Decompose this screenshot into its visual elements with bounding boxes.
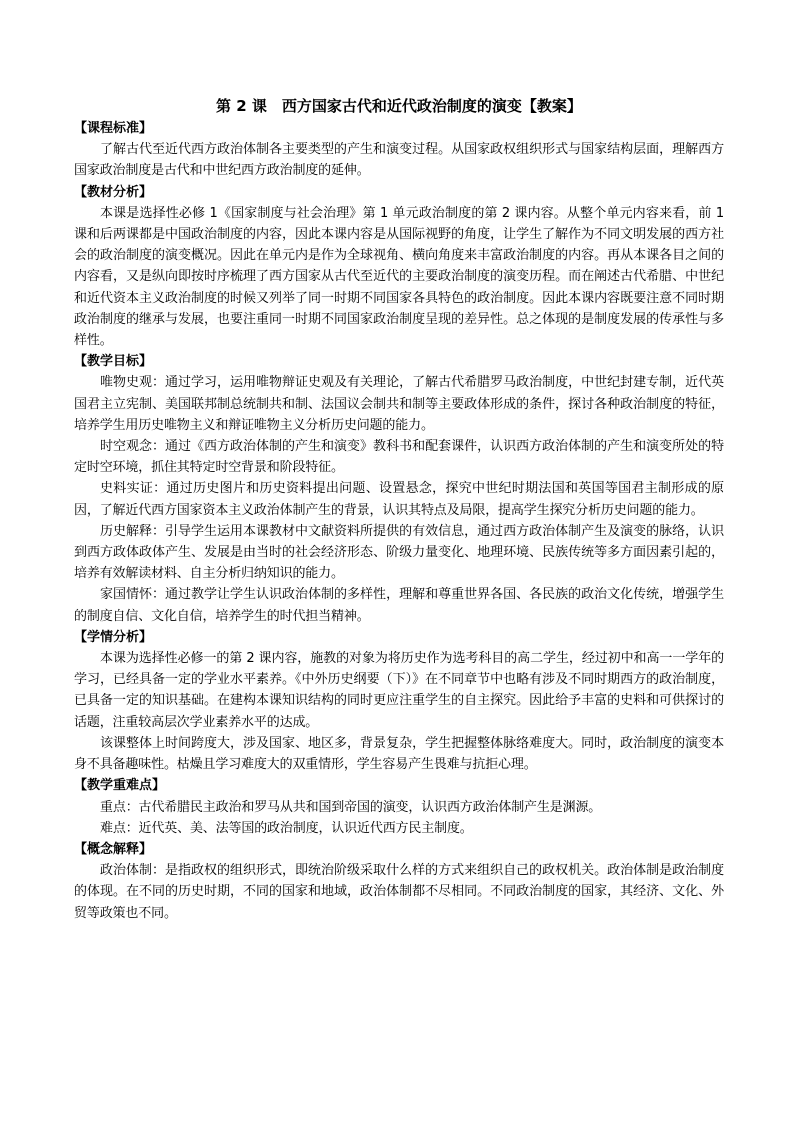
document-title: 第 2 课 西方国家古代和近代政治制度的演变【教案】 (216, 97, 582, 115)
paragraph: 史料实证：通过历史图片和历史资料提出问题、设置悬念，探究中世纪时期法国和英国等国君主制形成的原因，了解近代西方国家资本主义政治体制产生的背景，认识其特点及局限，提高学生探究分析历史问题的能力。 (74, 481, 724, 518)
paragraph: 难点：近代英、美、法等国的政治制度，认识近代西方民主制度。 (100, 820, 473, 836)
section-heading: 【教学目标】 (74, 354, 153, 370)
section-key-difficult-points (74, 775, 724, 839)
section-heading: 【学情分析】 (74, 629, 153, 645)
paragraph: 本课为选择性必修一的第 2 课内容，施教的对象为将历史作为选考科目的高二学生，经过初中和高一一学年的学习，已经具备一定的学业水平素养。《中外历史纲要（下）》在不同章节中也略有涉及不同时期西方的政治制度，已具备一定的知识基础。在建构本课知识结构的同时更应注重学生的自主探究。因此给予丰富的史料和可供探讨的话题，注重较高层次学业素养水平的达成。 (74, 651, 724, 730)
paragraph: 唯物史观：通过学习，运用唯物辩证史观及有关理论，了解古代希腊罗马政治制度，中世纪封建专制，近代英国君主立宪制、美国联邦制总统制共和制、法国议会制共和制等主要政体形成的条件，探讨各种政治制度的特征，培养学生用历史唯物主义和辩证唯物主义分析历史问题的能力。 (74, 375, 724, 433)
section-textbook-analysis (74, 182, 724, 352)
paragraph: 家国情怀：通过教学让学生认识政治体制的多样性，理解和尊重世界各国、各民族的政治文化传统，增强学生的制度自信、文化自信，培养学生的时代担当精神。 (74, 587, 724, 624)
section-heading: 【教材分析】 (74, 184, 153, 200)
section-learner-analysis (74, 627, 724, 775)
paragraph: 政治体制：是指政权的组织形式，即统治阶级采取什么样的方式来组织自己的政权机关。政治体制是政治制度的体现。在不同的历史时期，不同的国家和地域，政治体制都不尽相同。不同政治制度的国家，其经济、文化、外贸等政策也不同。 (74, 863, 724, 921)
section-heading: 【课程标准】 (74, 121, 153, 136)
section-concept-explanation (74, 839, 724, 924)
section-course-standard (74, 118, 724, 182)
paragraph: 该课整体上时间跨度大，涉及国家、地区多，背景复杂，学生把握整体脉络难度大。同时，政治制度的演变本身不具备趣味性。枯燥且学习难度大的双重情形，学生容易产生畏难与抗拒心理。 (74, 735, 724, 773)
paragraph: 历史解释：引导学生运用本课教材中文献资料所提供的有效信息，通过西方政治体制产生及演变的脉络，认识到西方政体政体产生、发展是由当时的社会经济形态、阶级力量变化、地理环境、民族传统等多方面因素引起的，培养有效解读材料、自主分析归纳知识的能力。 (74, 523, 724, 582)
document-page (74, 95, 724, 924)
section-teaching-objectives (74, 351, 724, 627)
section-heading: 【教学重难点】 (74, 778, 166, 794)
paragraph: 重点：古代希腊民主政治和罗马从共和国到帝国的演变，认识西方政治体制产生是渊源。 (100, 799, 602, 815)
paragraph: 本课是选择性必修 1《国家制度与社会治理》第 1 单元政治制度的第 2 课内容。从整个单元内容来看，前 1 课和后两课都是中国政治制度的内容，因此本课内容是从国际视野的角度，让学生了解作为不同文明发展的西方社会的政治制度的演变概况。因此在单元内是作为全球视角、横向角度来丰富政治制度的内容。再从本课各目之间的内容看，又是纵向即按时序梳理了西方国家从古代至近代的主要政治制度的演变历程。而在阐述古代希腊、中世纪和近代资本主义政治制度的时候又列举了同一时期不同国家各具特色的政治制度。因此本课内容既要注意不同时期政治制度的继承与发展，也要注重同一时期不同国家政治制度呈现的差异性。总之体现的是制度发展的传承性与多样性。 (74, 205, 724, 349)
paragraph: 了解古代至近代西方政治体制各主要类型的产生和演变过程。从国家政权组织形式与国家结构层面，理解西方国家政治制度是古代和中世纪西方政治制度的延伸。 (74, 142, 724, 179)
section-heading: 【概念解释】 (74, 841, 153, 857)
paragraph: 时空观念：通过《西方政治体制的产生和演变》教科书和配套课件，认识西方政治体制的产生和演变所处的特定时空环境，抓住其特定时空背景和阶段特征。 (74, 439, 724, 476)
